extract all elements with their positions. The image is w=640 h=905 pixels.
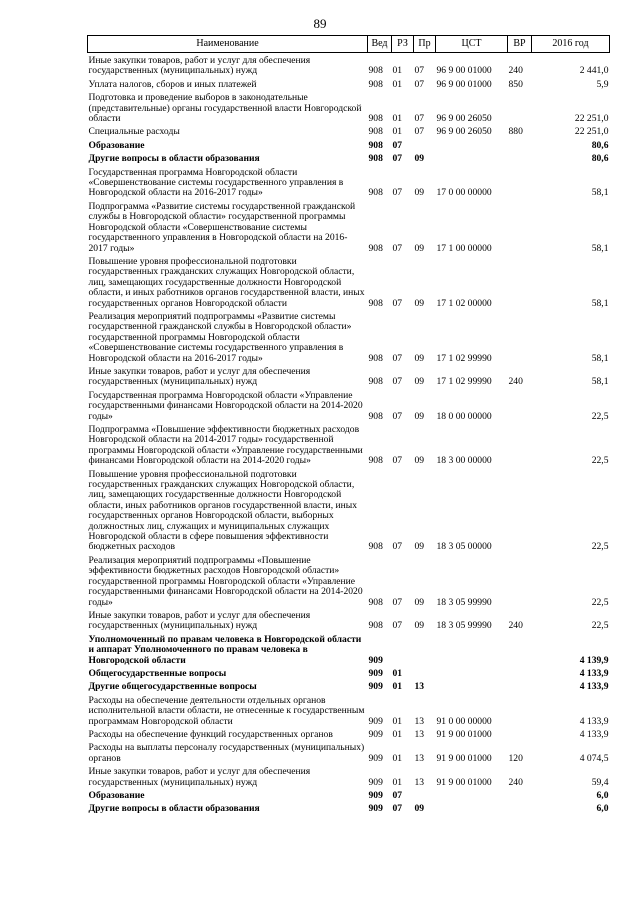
cell-cst: 96 9 00 26050 [436, 113, 492, 125]
cell-name: Иные закупки товаров, работ и услуг для обеспечения государственных (муниципальных) нужд [88, 609, 311, 632]
cell-amount: 80,6 [591, 153, 609, 165]
cell-vr: 240 [508, 620, 523, 632]
cell-vr: 240 [508, 65, 523, 77]
cell-pr: 13 [414, 681, 425, 693]
cell-rz: 07 [392, 153, 403, 165]
cell-vr [508, 165, 532, 199]
cell-amount: 6,0 [596, 803, 609, 815]
table-row [88, 165, 610, 199]
cell-ved: 908 [368, 541, 383, 553]
cell-cst [436, 679, 508, 692]
cell-ved: 908 [368, 455, 383, 467]
cell-name: Иные закупки товаров, работ и услуг для обеспечения государственных (муниципальных) нужд [88, 766, 311, 788]
cell-amount: 4 074,5 [579, 752, 609, 764]
cell-amount: 4 139,9 [579, 654, 609, 666]
cell-pr [414, 138, 436, 151]
table-body [88, 53, 610, 815]
cell-cst: 18 3 05 99990 [436, 596, 492, 608]
cell-ved: 908 [368, 139, 383, 151]
cell-name: Повышение уровня профессиональной подготовки государственных гражданских служащих Новгородской области, лиц, замещающих государственные должности Новгородской области, и иных работников органов государственной власти, иных государственных органов Новгородской области [88, 255, 365, 309]
cell-rz [392, 632, 414, 666]
cell-rz: 07 [392, 297, 403, 309]
cell-ved: 909 [368, 681, 383, 693]
cell-rz: 07 [392, 620, 403, 632]
cell-cst [436, 788, 508, 801]
cell-rz: 01 [392, 728, 403, 740]
cell-vr [508, 666, 532, 679]
cell-cst: 18 3 05 99990 [436, 620, 492, 632]
cell-vr [508, 199, 532, 254]
cell-name: Реализация мероприятий подпрограммы «Развитие системы государственной гражданской службы в Новгородской области» государственной программы Новгородской области «Совершенствование системы государственного управления в Новгородской области на 2016-2017 годы» [88, 310, 352, 364]
cell-cst: 91 9 00 01000 [436, 728, 492, 740]
table-row [88, 254, 610, 309]
table-row [88, 679, 610, 692]
cell-vr: 240 [508, 376, 523, 388]
table-row [88, 801, 610, 814]
cell-pr: 13 [414, 728, 425, 740]
cell-pr [414, 632, 436, 666]
cell-pr: 09 [414, 410, 425, 422]
cell-amount: 58,1 [591, 352, 609, 364]
cell-pr: 09 [414, 803, 425, 815]
cell-pr: 09 [414, 187, 425, 199]
cell-ved: 909 [368, 667, 383, 679]
cell-ved: 909 [368, 654, 383, 666]
cell-cst: 96 9 00 26050 [436, 126, 492, 138]
table-row [88, 90, 610, 124]
table-header [88, 36, 610, 53]
cell-rz: 07 [392, 596, 403, 608]
cell-pr: 09 [414, 153, 425, 165]
cell-pr: 09 [414, 242, 425, 254]
cell-ved: 908 [368, 78, 383, 90]
cell-vr: 850 [508, 78, 523, 90]
cell-vr [508, 632, 532, 666]
cell-ved: 909 [368, 776, 383, 788]
cell-ved: 909 [368, 728, 383, 740]
cell-name: Подготовка и проведение выборов в законодательные (представительные) органы государственной власти Новгородской области [88, 92, 362, 125]
table-row [88, 740, 610, 764]
cell-pr: 07 [414, 113, 425, 125]
header-rz: РЗ [392, 36, 414, 53]
cell-pr: 09 [414, 455, 425, 467]
cell-name: Другие вопросы в области образования [88, 153, 260, 165]
table-row [88, 309, 610, 364]
cell-rz: 01 [392, 65, 403, 77]
cell-ved: 908 [368, 297, 383, 309]
cell-ved: 909 [368, 803, 383, 815]
cell-name: Иные закупки товаров, работ и услуг для обеспечения государственных (муниципальных) нужд [88, 55, 311, 77]
cell-amount: 58,1 [591, 376, 609, 388]
cell-rz: 07 [392, 790, 403, 801]
cell-name: Образование [88, 790, 145, 801]
cell-vr: 880 [508, 126, 523, 138]
cell-amount: 59,4 [591, 776, 609, 788]
cell-vr [508, 467, 532, 553]
cell-rz: 01 [392, 78, 403, 90]
cell-amount: 4 133,9 [579, 715, 609, 727]
cell-ved: 908 [368, 376, 383, 388]
cell-rz: 07 [392, 410, 403, 422]
header-year: 2016 год [532, 36, 610, 53]
cell-rz: 07 [392, 376, 403, 388]
cell-name: Образование [88, 139, 145, 151]
cell-ved: 908 [368, 596, 383, 608]
cell-vr [508, 553, 532, 608]
cell-ved: 908 [368, 65, 383, 77]
cell-vr [508, 727, 532, 740]
cell-cst [436, 632, 508, 666]
cell-cst [436, 151, 508, 164]
cell-cst: 18 3 00 00000 [436, 455, 492, 467]
cell-vr: 120 [508, 752, 523, 764]
cell-name: Подпрограмма «Развитие системы государственной гражданской службы в Новгородской области» государственной программы Новгородской области «Совершенствование системы государственного управления в Новгородской области на 2016-2017 годы» [88, 200, 356, 254]
cell-amount: 2 441,0 [579, 65, 609, 77]
cell-amount: 22 251,0 [574, 113, 609, 125]
cell-vr [508, 254, 532, 309]
cell-pr: 07 [414, 78, 425, 90]
cell-rz: 07 [392, 803, 403, 815]
cell-cst: 91 9 00 01000 [436, 776, 492, 788]
cell-vr [508, 90, 532, 124]
cell-amount: 22,5 [591, 541, 609, 553]
cell-amount: 22 251,0 [574, 126, 609, 138]
cell-rz: 07 [392, 541, 403, 553]
cell-rz: 01 [392, 752, 403, 764]
cell-name: Подпрограмма «Повышение эффективности бюджетных расходов Новгородской области на 2014-2017 годы» государственной программы Новгородской области «Управление государственными финансами Новгородской области на 2014-2020 годы» [88, 424, 363, 467]
cell-cst: 96 9 00 01000 [436, 78, 492, 90]
cell-ved: 909 [368, 790, 383, 801]
cell-amount: 22,5 [591, 620, 609, 632]
cell-vr: 240 [508, 776, 523, 788]
cell-pr: 09 [414, 596, 425, 608]
table-row [88, 364, 610, 388]
table-row [88, 199, 610, 254]
cell-pr: 09 [414, 376, 425, 388]
cell-vr [508, 693, 532, 727]
cell-rz: 07 [392, 187, 403, 199]
table-row [88, 666, 610, 679]
cell-rz: 01 [392, 776, 403, 788]
cell-name: Реализация мероприятий подпрограммы «Повышение эффективности бюджетных расходов Новгородской области» государственной программы Новгородской области «Управление государственными финансами Новгородской области на 2014-2020 годы» [88, 554, 363, 608]
table-row [88, 693, 610, 727]
cell-rz: 07 [392, 352, 403, 364]
cell-name: Уплата налогов, сборов и иных платежей [88, 78, 257, 90]
cell-pr: 13 [414, 752, 425, 764]
header-pr: Пр [414, 36, 436, 53]
cell-name: Другие вопросы в области образования [88, 803, 260, 815]
cell-pr: 13 [414, 776, 425, 788]
cell-ved: 908 [368, 620, 383, 632]
cell-ved: 908 [368, 113, 383, 125]
cell-cst [436, 666, 508, 679]
cell-amount: 6,0 [596, 790, 609, 801]
table-row [88, 388, 610, 422]
header-vr: ВР [508, 36, 532, 53]
table-row [88, 632, 610, 666]
cell-vr [508, 138, 532, 151]
cell-amount: 22,5 [591, 410, 609, 422]
cell-name: Общегосударственные вопросы [88, 667, 227, 679]
cell-vr [508, 151, 532, 164]
cell-ved: 909 [368, 752, 383, 764]
cell-name: Государственная программа Новгородской области «Управление государственными финансами Новгородской области на 2014-2020 годы» [88, 389, 363, 422]
cell-rz: 01 [392, 681, 403, 693]
cell-rz: 07 [392, 242, 403, 254]
cell-rz: 07 [392, 139, 403, 151]
cell-cst: 91 9 00 01000 [436, 752, 492, 764]
cell-rz: 01 [392, 113, 403, 125]
header-cst: ЦСТ [436, 36, 508, 53]
cell-rz: 07 [392, 455, 403, 467]
cell-amount: 4 133,9 [579, 681, 609, 693]
header-ved: Вед [368, 36, 392, 53]
cell-ved: 909 [368, 715, 383, 727]
cell-amount: 4 133,9 [579, 728, 609, 740]
cell-cst: 17 1 02 99990 [436, 352, 492, 364]
cell-ved: 908 [368, 410, 383, 422]
cell-vr [508, 422, 532, 467]
cell-vr [508, 679, 532, 692]
cell-name: Государственная программа Новгородской области «Совершенствование системы государственного управления в Новгородской области на 2016-2017 годы» [88, 166, 344, 199]
cell-ved: 908 [368, 352, 383, 364]
table-row [88, 553, 610, 608]
cell-pr: 07 [414, 65, 425, 77]
cell-rz: 01 [392, 715, 403, 727]
table-row [88, 151, 610, 164]
cell-pr: 09 [414, 620, 425, 632]
table-row [88, 77, 610, 90]
cell-pr: 09 [414, 352, 425, 364]
cell-pr: 13 [414, 715, 425, 727]
cell-name: Расходы на обеспечение функций государственных органов [88, 728, 333, 740]
cell-amount: 22,5 [591, 455, 609, 467]
table-row [88, 467, 610, 553]
cell-amount: 5,9 [596, 78, 609, 90]
budget-table [87, 35, 610, 815]
cell-name: Уполномоченный по правам человека в Новгородской области и аппарат Уполномоченного по правам человека в Новгородской области [88, 633, 362, 666]
cell-cst: 96 9 00 01000 [436, 65, 492, 77]
cell-vr [508, 309, 532, 364]
cell-vr [508, 788, 532, 801]
cell-amount: 58,1 [591, 297, 609, 309]
cell-vr [508, 388, 532, 422]
cell-cst: 91 0 00 00000 [436, 715, 492, 727]
cell-amount: 22,5 [591, 596, 609, 608]
table-row [88, 138, 610, 151]
cell-amount: 4 133,9 [579, 667, 609, 679]
cell-rz: 01 [392, 667, 403, 679]
cell-rz: 01 [392, 126, 403, 138]
cell-name: Расходы на выплаты персоналу государственных (муниципальных) органов [88, 742, 365, 764]
cell-cst: 18 0 00 00000 [436, 410, 492, 422]
cell-ved: 908 [368, 153, 383, 165]
cell-amount: 58,1 [591, 242, 609, 254]
cell-cst: 17 1 02 00000 [436, 297, 492, 309]
cell-cst: 18 3 05 00000 [436, 541, 492, 553]
cell-name: Расходы на обеспечение деятельности отдельных органов исполнительной власти области, не отнесенные к государственным программам Новгородской области [88, 694, 365, 727]
cell-ved: 908 [368, 126, 383, 138]
cell-vr [508, 801, 532, 814]
cell-cst: 17 1 00 00000 [436, 242, 492, 254]
cell-cst [436, 138, 508, 151]
table-row [88, 788, 610, 801]
table-row [88, 53, 610, 77]
table-row [88, 124, 610, 137]
cell-pr [414, 788, 436, 801]
cell-pr: 09 [414, 541, 425, 553]
cell-ved: 908 [368, 187, 383, 199]
page-number: 89 [313, 16, 327, 31]
cell-cst: 17 1 02 99990 [436, 376, 492, 388]
cell-name: Иные закупки товаров, работ и услуг для обеспечения государственных (муниципальных) нужд [88, 365, 311, 388]
cell-cst: 17 0 00 00000 [436, 187, 492, 199]
cell-amount: 58,1 [591, 187, 609, 199]
table-row [88, 422, 610, 467]
table-row [88, 727, 610, 740]
cell-name: Повышение уровня профессиональной подготовки государственных гражданских служащих Новгородской области, лиц, замещающих государственные должности Новгородской области, иных работников органов государственной власти, иных государственных органов Новгородской области, выборных должностных лиц, служащих и муниципальных служащих Новгородской области в сфере повышения эффективности бюджетных расходов [88, 468, 358, 553]
cell-pr: 07 [414, 126, 425, 138]
header-name: Наименование [88, 36, 368, 53]
cell-ved: 908 [368, 242, 383, 254]
cell-name: Специальные расходы [88, 126, 180, 138]
cell-amount: 80,6 [591, 139, 609, 151]
cell-cst [436, 801, 508, 814]
table-row [88, 764, 610, 788]
cell-name: Другие общегосударственные вопросы [88, 681, 257, 693]
cell-pr [414, 666, 436, 679]
cell-pr: 09 [414, 297, 425, 309]
table-row [88, 608, 610, 632]
